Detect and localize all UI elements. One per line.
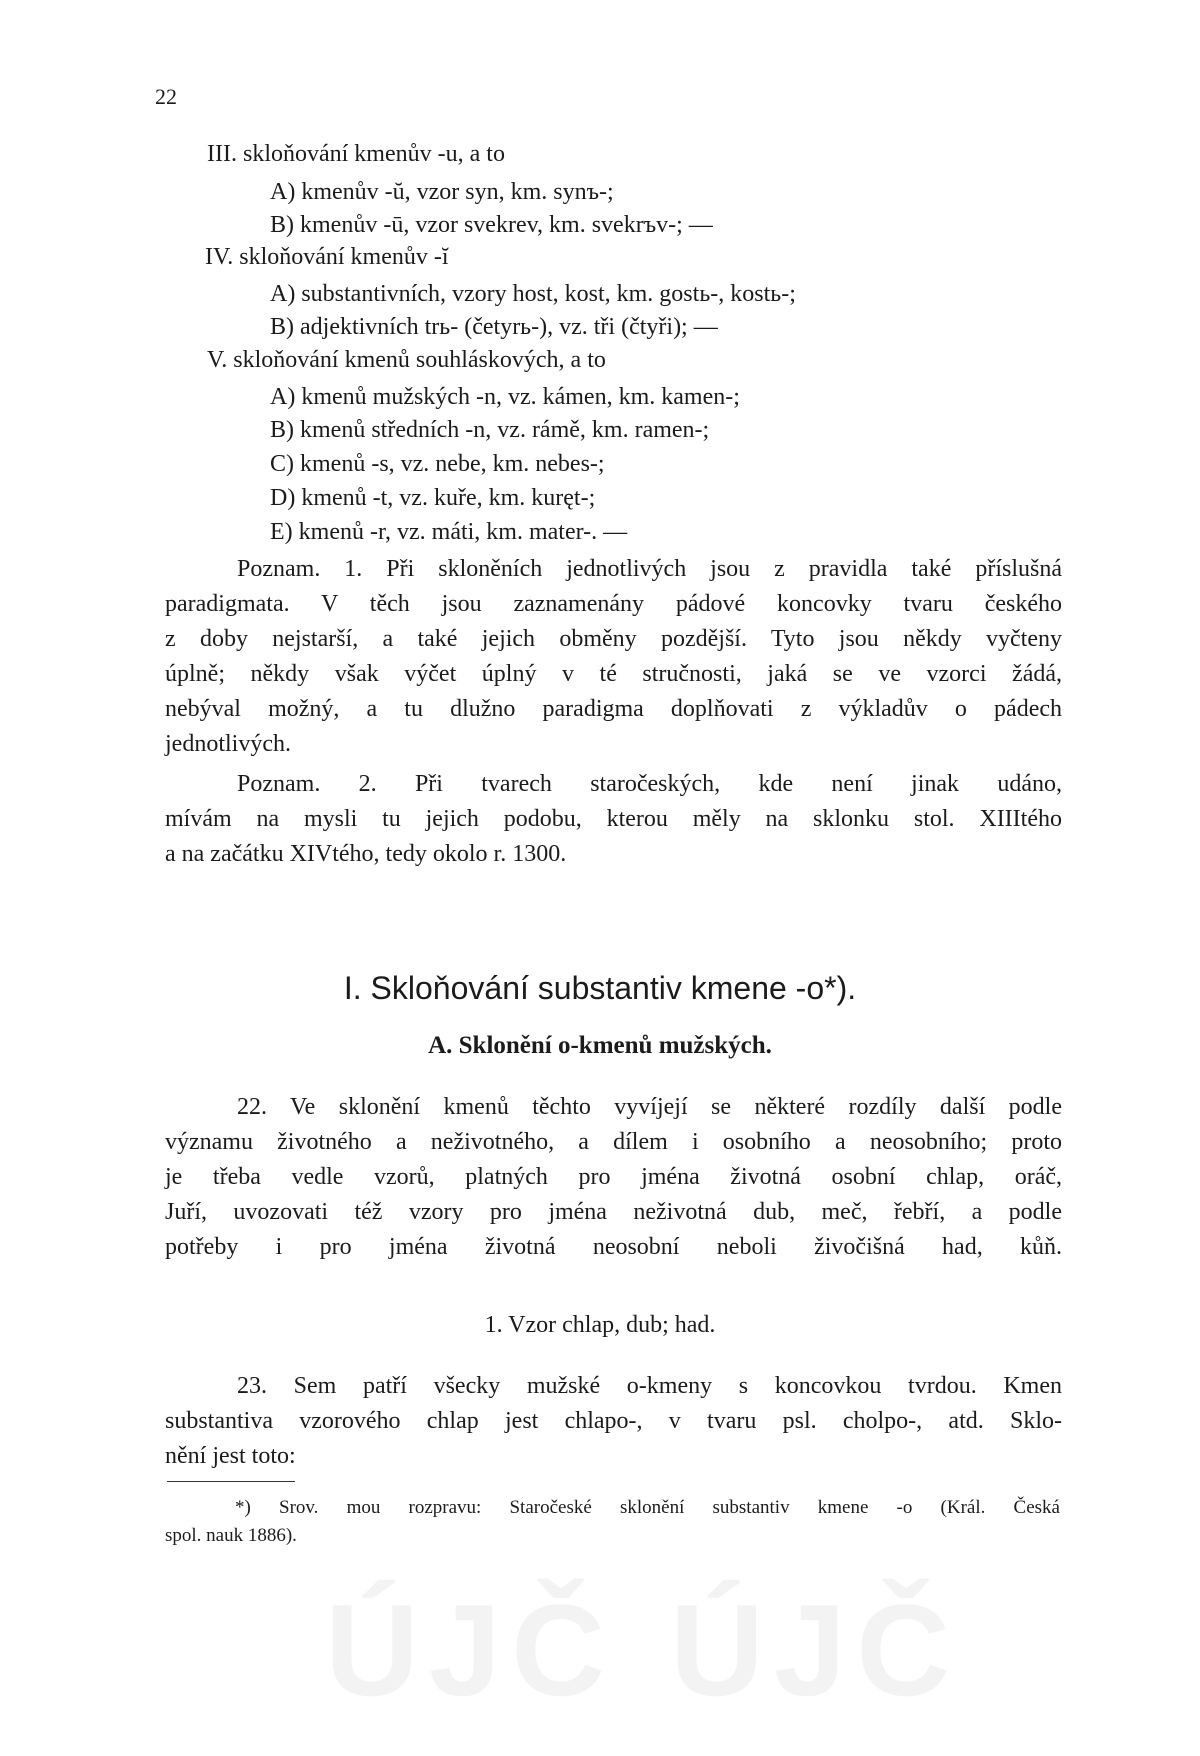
list-line-5 (270, 280, 796, 308)
list-line-12 (270, 518, 627, 546)
chapter-heading: I. Skloňování substantiv kmene -o*). (343, 970, 857, 1006)
para22-line: je třeba vedle vzorů, platných pro jména životná osobní chlap, oráč, (165, 1164, 1062, 1190)
list-line-10 (270, 450, 605, 478)
list-line-7 (207, 346, 606, 374)
list-text: C) kmenů -s, vz. nebe, km. nebes-; (270, 451, 605, 477)
para23-line: nění jest toto: (165, 1443, 296, 1469)
list-text: D) kmenů -t, vz. kuře, km. kuręt-; (270, 485, 596, 511)
list-line-8 (270, 383, 740, 411)
watermark: ÚJČ (670, 1577, 961, 1723)
list-text: B) adjektivních trь- (četyrь-), vz. tři (čtyři); — (270, 314, 718, 340)
list-text: IV. skloňování kmenův -ĭ (205, 244, 449, 270)
list-text: B) kmenů středních -n, vz. rámě, km. ramen-; (270, 417, 710, 443)
list-text: A) kmenů mužských -n, vz. kámen, km. kamen-; (270, 384, 740, 410)
footnote-rule (167, 1481, 295, 1482)
subsection-heading: 1. Vzor chlap, dub; had. (484, 1312, 716, 1338)
para23-line: 23. Sem patří všecky mužské o-kmeny s koncovkou tvrdou. Kmen (237, 1373, 1062, 1399)
list-text: III. skloňování kmenův -u, a to (207, 141, 505, 167)
page-number: 22 (155, 84, 177, 109)
list-line-1 (207, 140, 505, 168)
note1-line: jednotlivých. (165, 731, 291, 757)
note2-line: a na začátku XIVtého, tedy okolo r. 1300. (165, 841, 567, 867)
list-text: A) kmenův -ŭ, vzor syn, km. synъ-; (270, 179, 614, 205)
para22-line: Juří, uvozovati též vzory pro jména neživotná dub, meč, řebří, a podle (165, 1199, 1062, 1225)
para22-line: potřeby i pro jména životná neosobní neboli živočišná had, kůň. (165, 1234, 1062, 1260)
list-line-2 (270, 178, 614, 206)
footnote-line: spol. nauk 1886). (165, 1525, 297, 1546)
list-line-3 (270, 211, 713, 239)
list-text: B) kmenův -ū, vzor svekrev, km. svekrъv-; — (270, 212, 713, 238)
list-line-4 (205, 243, 449, 271)
note1-line: z doby nejstarší, a také jejich obměny pozdější. Tyto jsou někdy vyčteny (165, 626, 1062, 652)
para22-line: 22. Ve sklonění kmenů těchto vyvíjejí se některé rozdíly další podle (237, 1094, 1062, 1120)
list-text: V. skloňování kmenů souhláskových, a to (207, 347, 606, 373)
list-text: A) substantivních, vzory host, kost, km. gostь-, kostь-; (270, 281, 796, 307)
list-line-6 (270, 313, 718, 341)
note1-line: nebýval možný, a tu dlužno paradigma doplňovati z výkladův o pádech (165, 696, 1062, 722)
list-line-11 (270, 484, 595, 512)
note1-line: paradigmata. V těch jsou zaznamenány pádové koncovky tvaru českého (165, 591, 1062, 617)
note1-line: Poznam. 1. Při skloněních jednotlivých jsou z pravidla také příslušná (237, 556, 1062, 582)
para23-line: substantiva vzorového chlap jest chlapo-, v tvaru psl. cholpo-, atd. Sklo- (165, 1408, 1062, 1434)
list-text: E) kmenů -r, vz. máti, km. mater-. — (270, 519, 628, 545)
section-heading: A. Sklonění o-kmenů mužských. (428, 1032, 772, 1059)
watermark: ÚJČ (325, 1577, 616, 1723)
note1-line: úplně; někdy však výčet úplný v té stručnosti, jaká se ve vzorci žádá, (165, 661, 1062, 687)
note2-line: Poznam. 2. Při tvarech staročeských, kde není jinak udáno, (237, 771, 1062, 797)
list-line-9 (270, 416, 709, 444)
footnote-line: *) Srov. mou rozpravu: Staročeské sklonění substantiv kmene -o (Král. Česká (235, 1497, 1060, 1518)
para22-line: významu životného a neživotného, a dílem i osobního a neosobního; proto (165, 1129, 1062, 1155)
note2-line: mívám na mysli tu jejich podobu, kterou měly na sklonku stol. XIIItého (165, 806, 1062, 832)
